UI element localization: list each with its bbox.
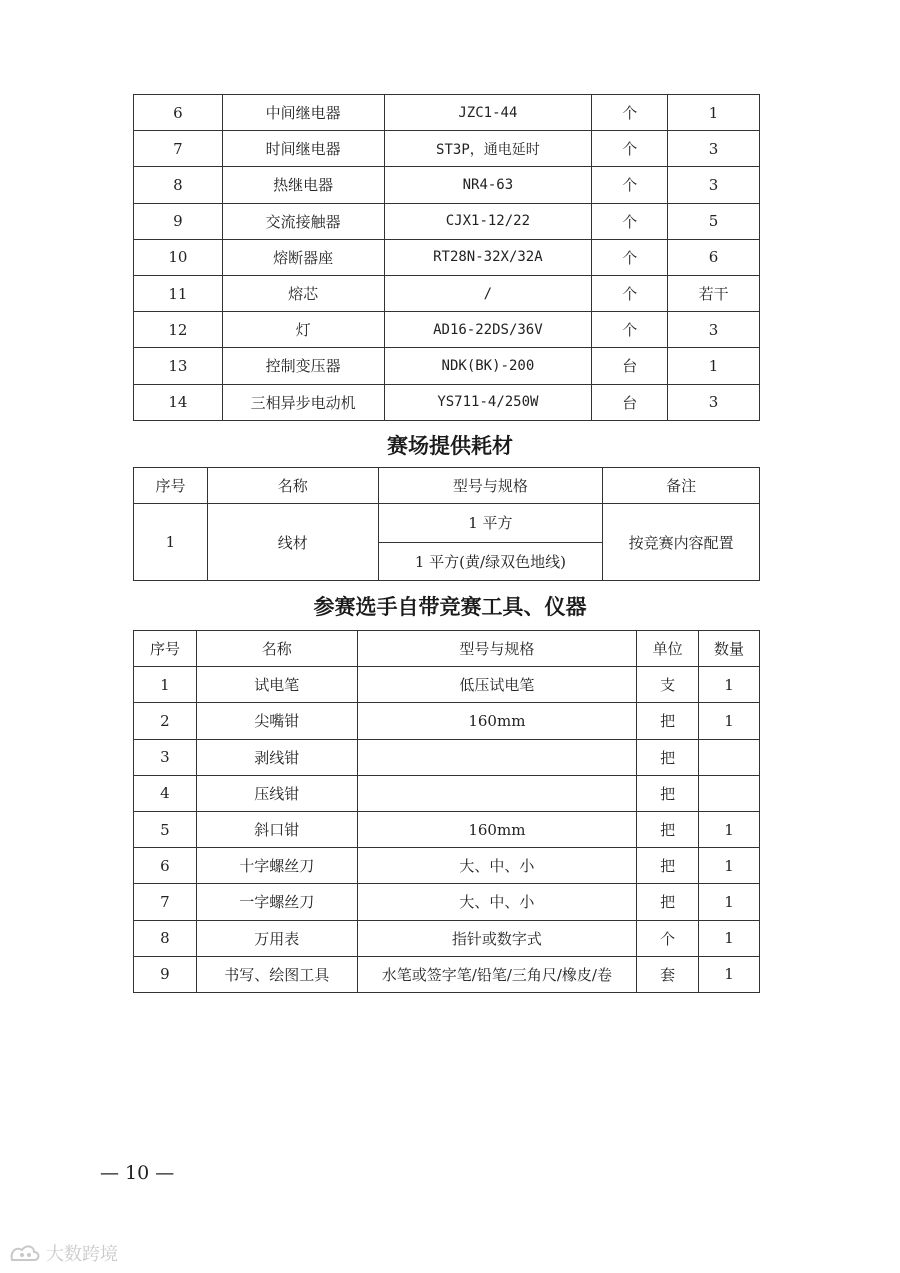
cell-spec: NDK(BK)-200 [384,348,592,384]
cell-no: 4 [134,775,197,811]
table-row [134,239,760,275]
cell-unit: 个 [592,95,668,131]
cell-no: 7 [134,131,223,167]
cell-unit: 台 [592,384,668,420]
header-note: 备注 [603,468,760,504]
cell-spec: 160mm [357,811,637,847]
cell-unit: 个 [592,239,668,275]
cell-no: 5 [134,811,197,847]
cell-spec: CJX1-12/22 [384,203,592,239]
cell-name: 尖嘴钳 [196,703,357,739]
tools-table [133,630,760,993]
equipment-table-body [134,95,760,421]
cell-qty: 1 [699,956,760,992]
cell-unit: 个 [592,203,668,239]
table-row [134,703,760,739]
consumables-table [133,467,760,581]
table-row [134,667,760,703]
cell-name: 一字螺丝刀 [196,884,357,920]
cell-name: 熔断器座 [222,239,384,275]
cell-spec [357,739,637,775]
cell-no: 8 [134,920,197,956]
cell-unit: 台 [592,348,668,384]
watermark-logo-icon [8,1242,42,1264]
cell-spec: 160mm [357,703,637,739]
cell-spec: ST3P，通电延时 [384,131,592,167]
table-row [134,848,760,884]
section-title-tools: 参赛选手自带竞赛工具、仪器 [313,595,587,619]
cell-spec [357,775,637,811]
table-header-row [134,631,760,667]
cell-spec-a: 1 平方 [378,504,603,543]
cell-qty: 1 [699,920,760,956]
table-row [134,348,760,384]
cell-unit: 个 [637,920,699,956]
tools-table-body [134,631,760,993]
cell-no: 10 [134,239,223,275]
cell-spec: JZC1-44 [384,95,592,131]
cell-qty: 3 [668,384,760,420]
cell-unit: 支 [637,667,699,703]
table-row [134,384,760,420]
page-number: — 10 — [100,1162,175,1184]
table-row [134,811,760,847]
cell-no: 13 [134,348,223,384]
cell-unit: 个 [592,167,668,203]
section-title-consumables: 赛场提供耗材 [387,434,513,458]
table-row [134,920,760,956]
cell-spec: 低压试电笔 [357,667,637,703]
cell-spec-b: 1 平方(黄/绿双色地线) [378,542,603,581]
equipment-table [133,94,760,421]
cell-unit: 个 [592,275,668,311]
cell-unit: 把 [637,775,699,811]
cell-no: 6 [134,95,223,131]
table-row [134,739,760,775]
cell-qty: 1 [668,95,760,131]
cell-unit: 把 [637,811,699,847]
cell-unit: 把 [637,703,699,739]
header-no: 序号 [134,631,197,667]
cell-qty [699,739,760,775]
header-spec: 型号与规格 [357,631,637,667]
cell-qty: 3 [668,312,760,348]
cell-spec: 指针或数字式 [357,920,637,956]
cell-no: 9 [134,956,197,992]
header-spec: 型号与规格 [378,468,603,504]
cell-unit: 个 [592,131,668,167]
cell-qty: 6 [668,239,760,275]
cell-no: 12 [134,312,223,348]
table-row [134,203,760,239]
table-row [134,312,760,348]
cell-no: 9 [134,203,223,239]
table-row [134,775,760,811]
cell-name: 剥线钳 [196,739,357,775]
cell-no: 6 [134,848,197,884]
cell-qty: 5 [668,203,760,239]
cell-spec: 水笔或签字笔/铅笔/三角尺/橡皮/卷 [357,956,637,992]
cell-no: 1 [134,667,197,703]
cell-name: 试电笔 [196,667,357,703]
cell-name: 压线钳 [196,775,357,811]
cell-name: 交流接触器 [222,203,384,239]
cell-no: 3 [134,739,197,775]
cell-qty: 1 [699,848,760,884]
cell-name: 时间继电器 [222,131,384,167]
header-name: 名称 [196,631,357,667]
cell-unit: 把 [637,848,699,884]
cell-unit: 把 [637,739,699,775]
cell-name: 中间继电器 [222,95,384,131]
table-row [134,956,760,992]
cell-qty: 1 [699,884,760,920]
watermark [8,1240,118,1266]
header-unit: 单位 [637,631,699,667]
cell-name: 热继电器 [222,167,384,203]
table-header-row [134,468,760,504]
watermark-text: 大数跨境 [46,1244,118,1265]
cell-name: 万用表 [196,920,357,956]
cell-qty: 1 [699,703,760,739]
table-row [134,95,760,131]
cell-no: 11 [134,275,223,311]
table-row [134,167,760,203]
cell-name: 灯 [222,312,384,348]
cell-no: 8 [134,167,223,203]
header-qty: 数量 [699,631,760,667]
cell-qty [699,775,760,811]
header-name: 名称 [207,468,378,504]
cell-no: 14 [134,384,223,420]
cell-qty: 1 [699,811,760,847]
cell-no: 1 [134,504,208,581]
cell-spec: 大、中、小 [357,848,637,884]
table-row [134,884,760,920]
cell-spec: NR4-63 [384,167,592,203]
cell-spec: RT28N-32X/32A [384,239,592,275]
cell-qty: 1 [699,667,760,703]
cell-unit: 套 [637,956,699,992]
cell-no: 7 [134,884,197,920]
cell-spec: AD16-22DS/36V [384,312,592,348]
cell-name: 斜口钳 [196,811,357,847]
cell-no: 2 [134,703,197,739]
cell-name: 三相异步电动机 [222,384,384,420]
cell-name: 十字螺丝刀 [196,848,357,884]
cell-unit: 个 [592,312,668,348]
table-row [134,275,760,311]
cell-qty: 3 [668,131,760,167]
cell-spec: / [384,275,592,311]
header-no: 序号 [134,468,208,504]
cell-qty: 3 [668,167,760,203]
cell-name: 书写、绘图工具 [196,956,357,992]
cell-spec: 大、中、小 [357,884,637,920]
cell-spec: YS711-4/250W [384,384,592,420]
table-row [134,504,760,543]
table-row [134,131,760,167]
cell-name: 控制变压器 [222,348,384,384]
cell-name: 熔芯 [222,275,384,311]
cell-name: 线材 [207,504,378,581]
cell-unit: 把 [637,884,699,920]
cell-note: 按竞赛内容配置 [603,504,760,581]
cell-qty: 若干 [668,275,760,311]
cell-qty: 1 [668,348,760,384]
